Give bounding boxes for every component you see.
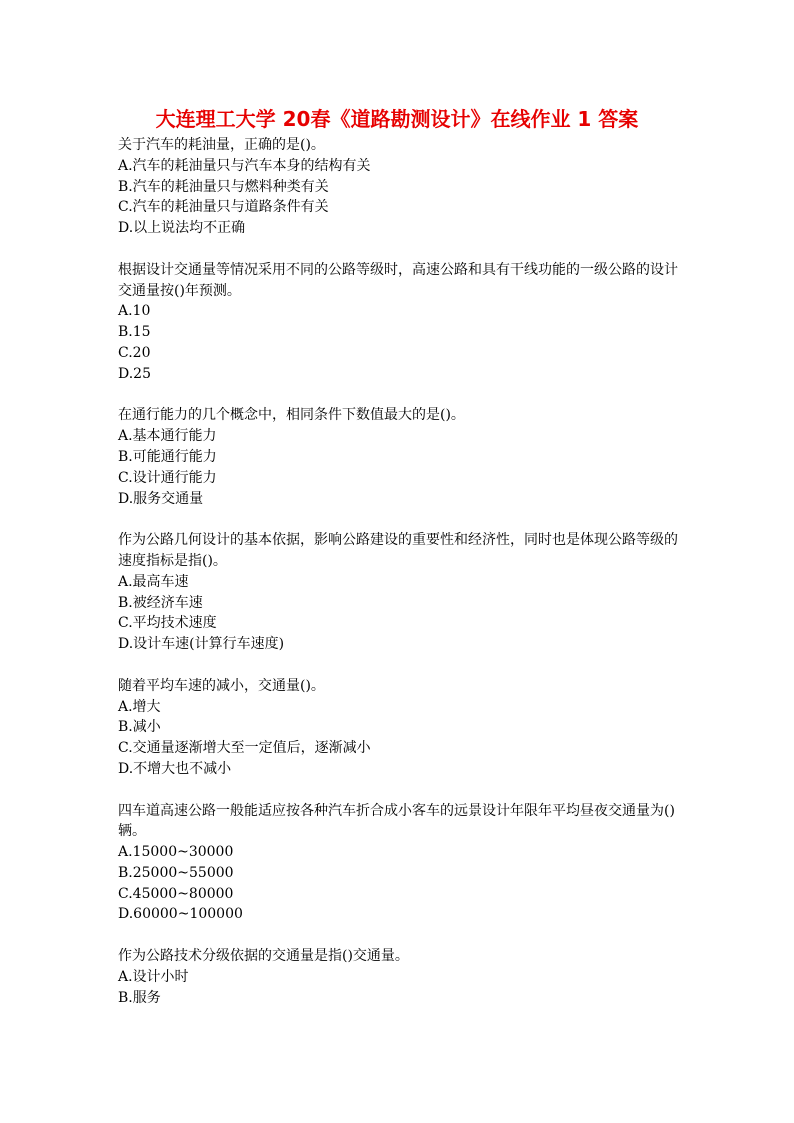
option-list [118, 426, 678, 509]
option-c: C.交通量逐渐增大至一定值后，逐渐减小 [118, 740, 371, 757]
option-a: A.10 [118, 303, 151, 320]
option-list [118, 156, 678, 239]
option-b: B.汽车的耗油量只与燃料种类有关 [118, 178, 329, 195]
option-list [118, 967, 678, 1009]
option-list [118, 842, 678, 925]
option-c: C.20 [118, 344, 151, 361]
option-a: A.设计小时 [118, 968, 189, 985]
question-1 [118, 135, 678, 239]
question-4 [118, 530, 678, 655]
option-c: C.汽车的耗油量只与道路条件有关 [118, 199, 329, 216]
option-d: D.设计车速(计算行车速度) [118, 636, 285, 653]
question-5 [118, 676, 678, 780]
question-stem: 作为公路技术分级依据的交通量是指()交通量。 [118, 948, 409, 965]
option-b: B.服务 [118, 989, 161, 1006]
question-2 [118, 260, 678, 385]
question-3 [118, 405, 678, 509]
question-stem: 随着平均车速的减小，交通量()。 [118, 677, 325, 694]
question-stem: 四车道高速公路一般能适应按各种汽车折合成小客车的远景设计年限年平均昼夜交通量为()辆。 [118, 802, 675, 840]
option-b: B.可能通行能力 [118, 448, 217, 465]
question-7 [118, 946, 678, 1008]
option-a: A.15000~30000 [118, 844, 234, 861]
option-d: D.以上说法均不正确 [118, 220, 246, 237]
question-stem: 在通行能力的几个概念中，相同条件下数值最大的是()。 [118, 407, 465, 424]
option-list [118, 697, 678, 780]
option-list [118, 572, 678, 655]
option-b: B.25000~55000 [118, 864, 234, 881]
option-c: C.设计通行能力 [118, 469, 217, 486]
option-a: A.汽车的耗油量只与汽车本身的结构有关 [118, 157, 371, 174]
option-d: D.60000~100000 [118, 906, 243, 923]
question-list [118, 135, 678, 1029]
option-d: D.服务交通量 [118, 490, 204, 507]
question-6 [118, 801, 678, 926]
document-title: 大连理工大学 20春《道路勘测设计》在线作业 1 答案 [155, 107, 639, 131]
question-stem: 关于汽车的耗油量，正确的是()。 [118, 137, 325, 153]
option-list [118, 301, 678, 384]
question-stem: 根据设计交通量等情况采用不同的公路等级时，高速公路和具有干线功能的一级公路的设计交通量按()年预测。 [118, 261, 678, 299]
option-d: D.不增大也不减小 [118, 760, 232, 777]
option-b: B.15 [118, 324, 151, 341]
question-stem: 作为公路几何设计的基本依据，影响公路建设的重要性和经济性，同时也是体现公路等级的速度指标是指()。 [118, 532, 678, 569]
option-b: B.被经济车速 [118, 594, 203, 611]
option-c: C.平均技术速度 [118, 615, 217, 632]
option-a: A.最高车速 [118, 573, 189, 590]
option-a: A.增大 [118, 698, 161, 715]
option-a: A.基本通行能力 [118, 428, 217, 445]
option-b: B.减小 [118, 719, 161, 736]
option-c: C.45000~80000 [118, 885, 234, 902]
option-d: D.25 [118, 365, 151, 382]
